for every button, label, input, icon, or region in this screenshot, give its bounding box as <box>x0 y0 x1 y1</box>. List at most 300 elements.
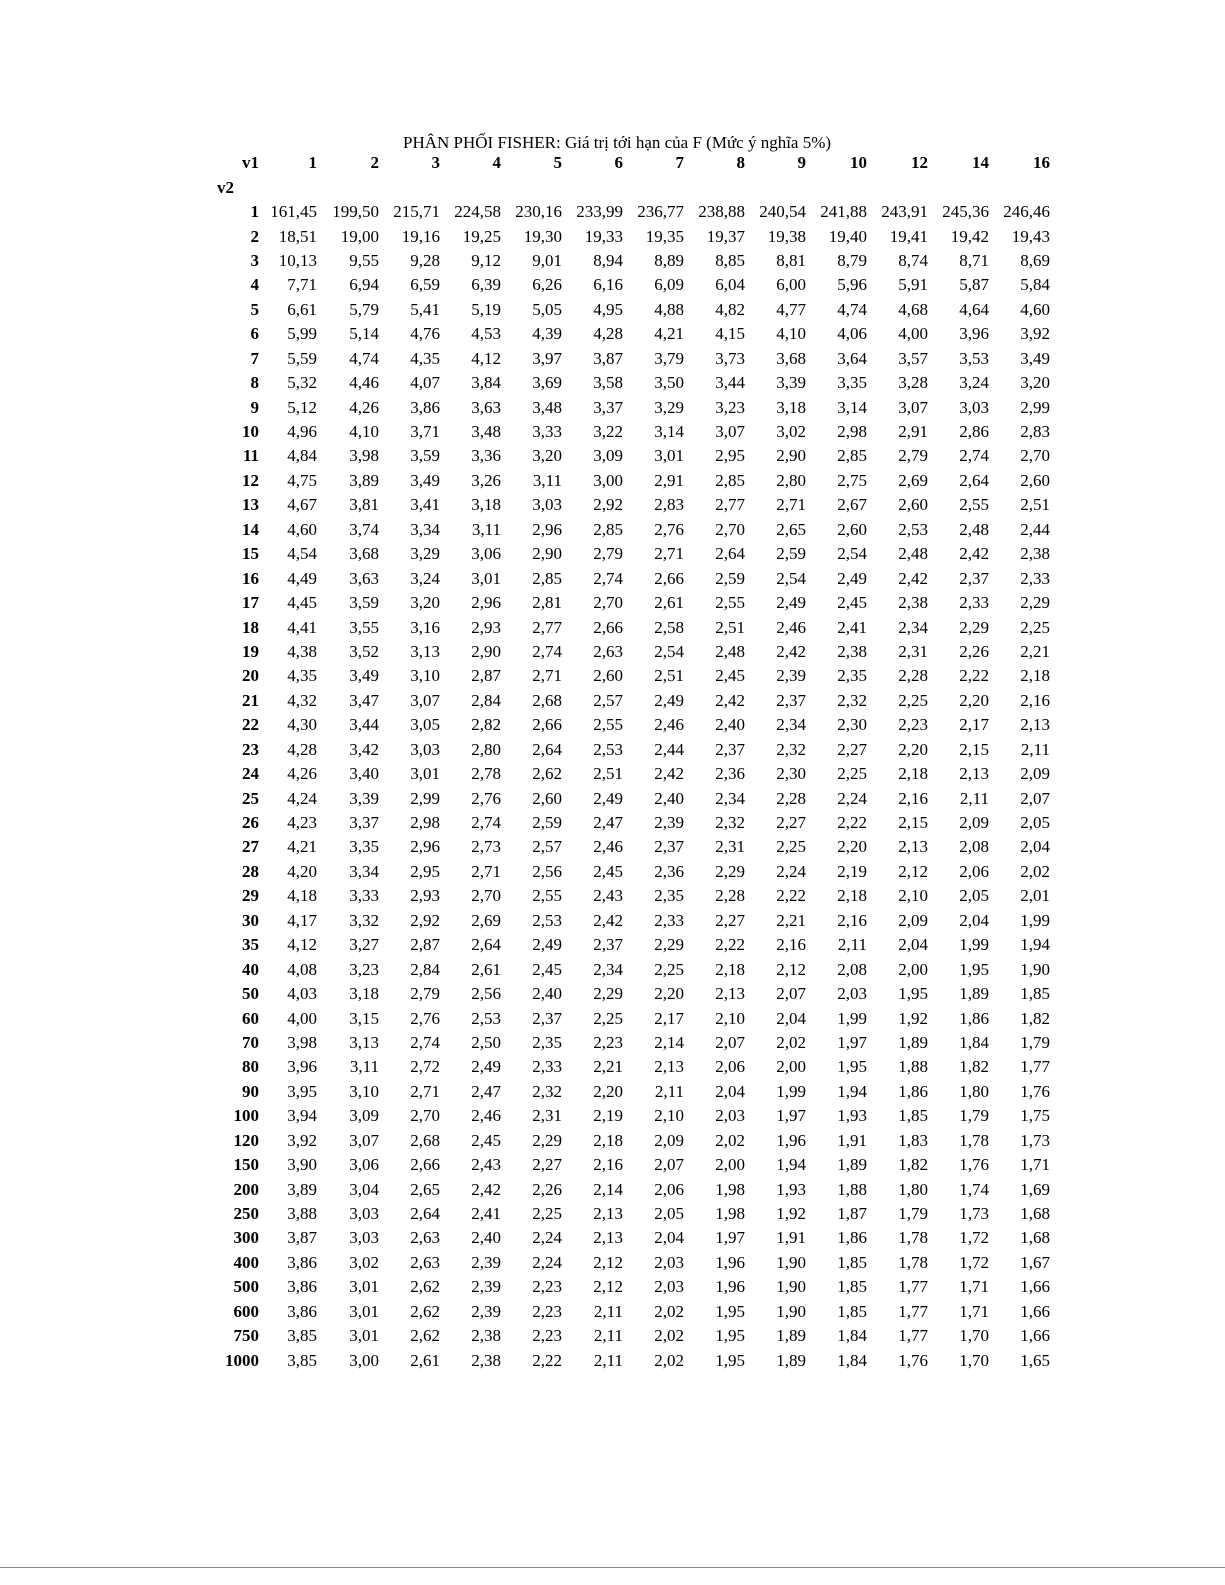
table-cell: 4,39 <box>532 324 562 344</box>
row-header: 25 <box>242 788 259 808</box>
table-cell: 1,85 <box>837 1301 867 1321</box>
table-cell: 3,18 <box>349 984 379 1004</box>
table-cell: 3,73 <box>715 348 745 368</box>
row-header: 600 <box>233 1301 259 1321</box>
table-cell: 1,94 <box>776 1155 806 1175</box>
table-cell: 2,70 <box>1020 446 1050 466</box>
table-cell: 2,25 <box>654 959 684 979</box>
table-cell: 1,89 <box>959 984 989 1004</box>
table-cell: 2,47 <box>593 813 623 833</box>
table-cell: 1,90 <box>776 1277 806 1297</box>
table-cell: 1,95 <box>715 1326 745 1346</box>
table-cell: 3,85 <box>287 1350 317 1370</box>
table-cell: 2,04 <box>654 1228 684 1248</box>
table-cell: 5,19 <box>471 299 501 319</box>
row-header: 400 <box>233 1252 259 1272</box>
row-header: 1 <box>250 202 259 222</box>
table-cell: 2,07 <box>1020 788 1050 808</box>
table-cell: 2,45 <box>715 666 745 686</box>
table-cell: 3,55 <box>349 617 379 637</box>
table-cell: 1,66 <box>1020 1301 1050 1321</box>
table-cell: 3,92 <box>1020 324 1050 344</box>
table-cell: 3,81 <box>349 495 379 515</box>
table-row <box>217 640 1054 664</box>
table-cell: 2,23 <box>593 1032 623 1052</box>
page-title: PHÂN PHỐI FISHER: Giá trị tới hạn của F (Mức ý nghĩa 5%) <box>403 133 832 152</box>
table-cell: 5,87 <box>959 275 989 295</box>
row-header: 250 <box>233 1204 259 1224</box>
table-cell: 2,49 <box>776 593 806 613</box>
table-cell: 2,27 <box>532 1155 562 1175</box>
table-cell: 2,96 <box>471 593 501 613</box>
table-cell: 230,16 <box>515 202 562 222</box>
table-cell: 3,71 <box>410 422 440 442</box>
table-cell: 2,29 <box>532 1130 562 1150</box>
table-cell: 4,64 <box>959 299 989 319</box>
table-cell: 2,13 <box>715 984 745 1004</box>
row-header: 150 <box>233 1155 259 1175</box>
table-cell: 2,79 <box>410 984 440 1004</box>
table-cell: 2,49 <box>532 935 562 955</box>
table-cell: 4,75 <box>287 470 317 490</box>
column-header: 10 <box>850 153 867 173</box>
table-cell: 3,44 <box>715 373 745 393</box>
table-cell: 2,28 <box>715 886 745 906</box>
table-cell: 5,12 <box>287 397 317 417</box>
table-cell: 2,21 <box>1020 641 1050 661</box>
table-cell: 4,77 <box>776 299 806 319</box>
table-cell: 8,71 <box>959 250 989 270</box>
table-cell: 3,23 <box>349 959 379 979</box>
table-cell: 2,25 <box>1020 617 1050 637</box>
table-cell: 2,00 <box>776 1057 806 1077</box>
table-row <box>217 1324 1054 1348</box>
table-cell: 3,47 <box>349 690 379 710</box>
table-cell: 2,91 <box>654 470 684 490</box>
table-cell: 2,31 <box>898 641 928 661</box>
table-cell: 2,35 <box>532 1032 562 1052</box>
table-cell: 1,80 <box>959 1081 989 1101</box>
table-cell: 4,60 <box>1020 299 1050 319</box>
table-cell: 3,86 <box>287 1277 317 1297</box>
table-cell: 2,26 <box>959 641 989 661</box>
table-cell: 2,34 <box>776 715 806 735</box>
table-cell: 2,96 <box>532 519 562 539</box>
table-cell: 3,06 <box>349 1155 379 1175</box>
column-header: 14 <box>972 153 989 173</box>
column-header: 2 <box>370 153 379 173</box>
table-cell: 7,71 <box>287 275 317 295</box>
table-cell: 1,95 <box>898 984 928 1004</box>
row-header: 750 <box>233 1326 259 1346</box>
table-cell: 3,05 <box>410 715 440 735</box>
table-cell: 2,85 <box>715 470 745 490</box>
table-cell: 1,73 <box>959 1204 989 1224</box>
table-cell: 3,53 <box>959 348 989 368</box>
row-header: 10 <box>242 422 259 442</box>
table-cell: 2,49 <box>837 568 867 588</box>
table-cell: 2,07 <box>776 984 806 1004</box>
table-row <box>217 1129 1054 1153</box>
table-cell: 4,28 <box>593 324 623 344</box>
table-cell: 4,84 <box>287 446 317 466</box>
table-cell: 2,11 <box>959 788 989 808</box>
table-cell: 6,94 <box>349 275 379 295</box>
table-cell: 2,69 <box>471 910 501 930</box>
table-cell: 4,00 <box>898 324 928 344</box>
table-cell: 4,46 <box>349 373 379 393</box>
table-cell: 1,96 <box>776 1130 806 1150</box>
table-cell: 3,11 <box>349 1057 379 1077</box>
table-row <box>217 689 1054 713</box>
table-cell: 1,71 <box>959 1277 989 1297</box>
table-cell: 2,44 <box>654 739 684 759</box>
row-header: 27 <box>242 837 259 857</box>
table-row <box>217 1226 1054 1250</box>
table-cell: 2,90 <box>776 446 806 466</box>
table-cell: 1,77 <box>1020 1057 1050 1077</box>
table-cell: 4,68 <box>898 299 928 319</box>
table-cell: 3,15 <box>349 1008 379 1028</box>
table-cell: 2,57 <box>532 837 562 857</box>
table-cell: 2,56 <box>471 984 501 1004</box>
table-cell: 1,84 <box>837 1350 867 1370</box>
table-cell: 2,35 <box>837 666 867 686</box>
table-cell: 2,64 <box>715 544 745 564</box>
table-cell: 2,51 <box>715 617 745 637</box>
table-cell: 4,07 <box>410 373 440 393</box>
table-cell: 2,34 <box>593 959 623 979</box>
table-cell: 2,48 <box>715 641 745 661</box>
table-cell: 4,00 <box>287 1008 317 1028</box>
table-cell: 2,28 <box>898 666 928 686</box>
row-header: 100 <box>233 1106 259 1126</box>
table-cell: 3,35 <box>349 837 379 857</box>
table-row <box>217 884 1054 908</box>
table-cell: 3,03 <box>349 1204 379 1224</box>
table-cell: 2,45 <box>471 1130 501 1150</box>
table-cell: 3,14 <box>654 422 684 442</box>
table-cell: 2,38 <box>837 641 867 661</box>
table-cell: 2,11 <box>593 1350 623 1370</box>
table-cell: 2,15 <box>959 739 989 759</box>
table-cell: 2,77 <box>715 495 745 515</box>
table-cell: 2,02 <box>1020 861 1050 881</box>
table-cell: 2,39 <box>471 1301 501 1321</box>
table-cell: 2,32 <box>776 739 806 759</box>
table-cell: 2,29 <box>1020 593 1050 613</box>
table-cell: 2,18 <box>1020 666 1050 686</box>
column-header: 4 <box>492 153 501 173</box>
table-cell: 1,74 <box>959 1179 989 1199</box>
table-cell: 1,82 <box>1020 1008 1050 1028</box>
table-cell: 2,05 <box>1020 813 1050 833</box>
table-cell: 199,50 <box>332 202 379 222</box>
table-row <box>217 1251 1054 1275</box>
table-cell: 2,37 <box>959 568 989 588</box>
table-cell: 2,72 <box>410 1057 440 1077</box>
table-cell: 4,28 <box>287 739 317 759</box>
table-cell: 2,18 <box>898 764 928 784</box>
table-cell: 2,39 <box>776 666 806 686</box>
table-cell: 2,13 <box>959 764 989 784</box>
table-cell: 2,06 <box>654 1179 684 1199</box>
table-cell: 2,23 <box>532 1301 562 1321</box>
header-row-v1 <box>217 151 1054 175</box>
table-cell: 2,13 <box>593 1228 623 1248</box>
row-header: 300 <box>233 1228 259 1248</box>
table-cell: 2,46 <box>593 837 623 857</box>
row-header: 13 <box>242 495 259 515</box>
table-cell: 2,06 <box>959 861 989 881</box>
table-cell: 1,65 <box>1020 1350 1050 1370</box>
table-cell: 3,34 <box>349 861 379 881</box>
table-cell: 1,77 <box>898 1301 928 1321</box>
table-cell: 2,80 <box>776 470 806 490</box>
table-cell: 2,05 <box>959 886 989 906</box>
table-cell: 1,77 <box>898 1326 928 1346</box>
table-cell: 245,36 <box>942 202 989 222</box>
table-cell: 2,27 <box>837 739 867 759</box>
table-cell: 4,08 <box>287 959 317 979</box>
table-cell: 2,51 <box>654 666 684 686</box>
table-cell: 1,94 <box>837 1081 867 1101</box>
header-row-v2 <box>217 175 1054 199</box>
table-cell: 2,16 <box>837 910 867 930</box>
table-cell: 4,60 <box>287 519 317 539</box>
table-cell: 1,71 <box>1020 1155 1050 1175</box>
table-row <box>217 860 1054 884</box>
table-row <box>217 762 1054 786</box>
table-cell: 2,22 <box>776 886 806 906</box>
row-header: 26 <box>242 813 259 833</box>
table-cell: 3,84 <box>471 373 501 393</box>
table-cell: 19,00 <box>340 226 379 246</box>
table-cell: 4,49 <box>287 568 317 588</box>
table-cell: 1,99 <box>959 935 989 955</box>
table-cell: 2,13 <box>654 1057 684 1077</box>
table-cell: 1,79 <box>898 1204 928 1224</box>
table-cell: 2,66 <box>410 1155 440 1175</box>
table-cell: 2,90 <box>471 641 501 661</box>
table-cell: 19,30 <box>523 226 562 246</box>
table-cell: 2,34 <box>715 788 745 808</box>
table-cell: 2,21 <box>776 910 806 930</box>
table-cell: 2,32 <box>532 1081 562 1101</box>
row-header: 17 <box>242 593 259 613</box>
table-row <box>217 249 1054 273</box>
table-cell: 3,01 <box>349 1301 379 1321</box>
table-cell: 2,65 <box>410 1179 440 1199</box>
table-cell: 2,92 <box>410 910 440 930</box>
table-cell: 4,67 <box>287 495 317 515</box>
table-cell: 1,69 <box>1020 1179 1050 1199</box>
table-cell: 2,16 <box>776 935 806 955</box>
table-row <box>217 200 1054 224</box>
table-cell: 1,83 <box>898 1130 928 1150</box>
table-cell: 2,17 <box>959 715 989 735</box>
table-cell: 2,33 <box>654 910 684 930</box>
table-cell: 2,68 <box>532 690 562 710</box>
table-cell: 4,03 <box>287 984 317 1004</box>
table-cell: 1,95 <box>715 1301 745 1321</box>
table-cell: 3,22 <box>593 422 623 442</box>
table-cell: 2,07 <box>654 1155 684 1175</box>
table-row <box>217 835 1054 859</box>
table-cell: 4,23 <box>287 813 317 833</box>
table-cell: 2,79 <box>593 544 623 564</box>
table-cell: 2,25 <box>837 764 867 784</box>
table-cell: 2,16 <box>898 788 928 808</box>
table-cell: 2,64 <box>959 470 989 490</box>
table-cell: 2,24 <box>837 788 867 808</box>
table-cell: 2,20 <box>837 837 867 857</box>
table-cell: 2,15 <box>898 813 928 833</box>
table-cell: 2,74 <box>471 813 501 833</box>
row-header: 6 <box>250 324 259 344</box>
f-distribution-table <box>217 151 1054 1373</box>
table-cell: 2,66 <box>593 617 623 637</box>
table-cell: 3,32 <box>349 910 379 930</box>
table-cell: 3,29 <box>654 397 684 417</box>
table-cell: 2,92 <box>593 495 623 515</box>
table-cell: 2,09 <box>898 910 928 930</box>
row-header: 18 <box>242 617 259 637</box>
table-cell: 3,94 <box>287 1106 317 1126</box>
table-cell: 4,18 <box>287 886 317 906</box>
table-cell: 2,10 <box>654 1106 684 1126</box>
table-cell: 5,84 <box>1020 275 1050 295</box>
table-cell: 3,64 <box>837 348 867 368</box>
table-cell: 2,16 <box>1020 690 1050 710</box>
table-cell: 2,76 <box>471 788 501 808</box>
table-cell: 2,11 <box>593 1326 623 1346</box>
table-cell: 1,86 <box>898 1081 928 1101</box>
table-cell: 2,61 <box>471 959 501 979</box>
table-cell: 3,06 <box>471 544 501 564</box>
table-row <box>217 395 1054 419</box>
table-cell: 215,71 <box>393 202 440 222</box>
table-cell: 3,07 <box>715 422 745 442</box>
table-cell: 1,88 <box>837 1179 867 1199</box>
row-header: 80 <box>242 1057 259 1077</box>
table-cell: 19,16 <box>401 226 440 246</box>
table-cell: 4,10 <box>776 324 806 344</box>
table-cell: 3,63 <box>349 568 379 588</box>
table-cell: 2,75 <box>837 470 867 490</box>
table-cell: 3,28 <box>898 373 928 393</box>
table-cell: 2,40 <box>715 715 745 735</box>
table-cell: 2,70 <box>410 1106 440 1126</box>
table-cell: 2,02 <box>715 1130 745 1150</box>
table-cell: 2,30 <box>837 715 867 735</box>
table-row <box>217 909 1054 933</box>
table-cell: 3,87 <box>287 1228 317 1248</box>
table-cell: 2,70 <box>593 593 623 613</box>
table-cell: 2,17 <box>654 1008 684 1028</box>
table-cell: 3,18 <box>776 397 806 417</box>
table-cell: 1,79 <box>1020 1032 1050 1052</box>
table-cell: 2,98 <box>410 813 440 833</box>
row-header: 3 <box>250 250 259 270</box>
table-cell: 3,11 <box>532 470 562 490</box>
table-cell: 1,89 <box>776 1326 806 1346</box>
table-cell: 3,49 <box>349 666 379 686</box>
table-cell: 2,46 <box>776 617 806 637</box>
table-cell: 1,78 <box>898 1252 928 1272</box>
table-cell: 1,68 <box>1020 1228 1050 1248</box>
table-cell: 2,74 <box>410 1032 440 1052</box>
table-cell: 2,23 <box>532 1277 562 1297</box>
table-cell: 1,85 <box>898 1106 928 1126</box>
table-cell: 4,12 <box>471 348 501 368</box>
table-cell: 3,50 <box>654 373 684 393</box>
table-cell: 3,23 <box>715 397 745 417</box>
table-cell: 2,46 <box>471 1106 501 1126</box>
table-cell: 2,27 <box>776 813 806 833</box>
table-cell: 3,13 <box>349 1032 379 1052</box>
table-cell: 8,79 <box>837 250 867 270</box>
table-cell: 1,98 <box>715 1179 745 1199</box>
table-cell: 2,85 <box>532 568 562 588</box>
table-cell: 5,05 <box>532 299 562 319</box>
table-cell: 4,35 <box>287 666 317 686</box>
table-cell: 2,95 <box>410 861 440 881</box>
table-cell: 1,89 <box>837 1155 867 1175</box>
table-row <box>217 493 1054 517</box>
table-cell: 2,68 <box>410 1130 440 1150</box>
table-cell: 3,37 <box>349 813 379 833</box>
table-cell: 1,84 <box>959 1032 989 1052</box>
table-cell: 2,41 <box>837 617 867 637</box>
table-cell: 2,60 <box>898 495 928 515</box>
table-cell: 2,71 <box>532 666 562 686</box>
table-cell: 2,04 <box>776 1008 806 1028</box>
table-cell: 3,98 <box>349 446 379 466</box>
table-cell: 2,69 <box>898 470 928 490</box>
table-cell: 2,50 <box>471 1032 501 1052</box>
table-cell: 2,37 <box>532 1008 562 1028</box>
table-cell: 1,91 <box>837 1130 867 1150</box>
table-cell: 2,63 <box>410 1252 440 1272</box>
table-cell: 2,64 <box>532 739 562 759</box>
column-header: 6 <box>614 153 623 173</box>
row-header: 14 <box>242 519 259 539</box>
table-cell: 2,71 <box>471 861 501 881</box>
table-cell: 236,77 <box>637 202 684 222</box>
table-cell: 3,04 <box>349 1179 379 1199</box>
table-row <box>217 1104 1054 1128</box>
table-cell: 4,24 <box>287 788 317 808</box>
table-cell: 1,72 <box>959 1252 989 1272</box>
table-cell: 1,92 <box>776 1204 806 1224</box>
table-cell: 2,37 <box>654 837 684 857</box>
table-cell: 2,49 <box>471 1057 501 1077</box>
table-cell: 2,76 <box>410 1008 440 1028</box>
table-cell: 2,96 <box>410 837 440 857</box>
table-cell: 3,29 <box>410 544 440 564</box>
table-cell: 9,55 <box>349 250 379 270</box>
table-cell: 2,24 <box>532 1228 562 1248</box>
table-row <box>217 591 1054 615</box>
table-cell: 2,48 <box>959 519 989 539</box>
table-cell: 2,82 <box>471 715 501 735</box>
table-cell: 1,97 <box>776 1106 806 1126</box>
table-row <box>217 1153 1054 1177</box>
table-cell: 2,53 <box>532 910 562 930</box>
table-cell: 2,60 <box>532 788 562 808</box>
table-cell: 6,09 <box>654 275 684 295</box>
